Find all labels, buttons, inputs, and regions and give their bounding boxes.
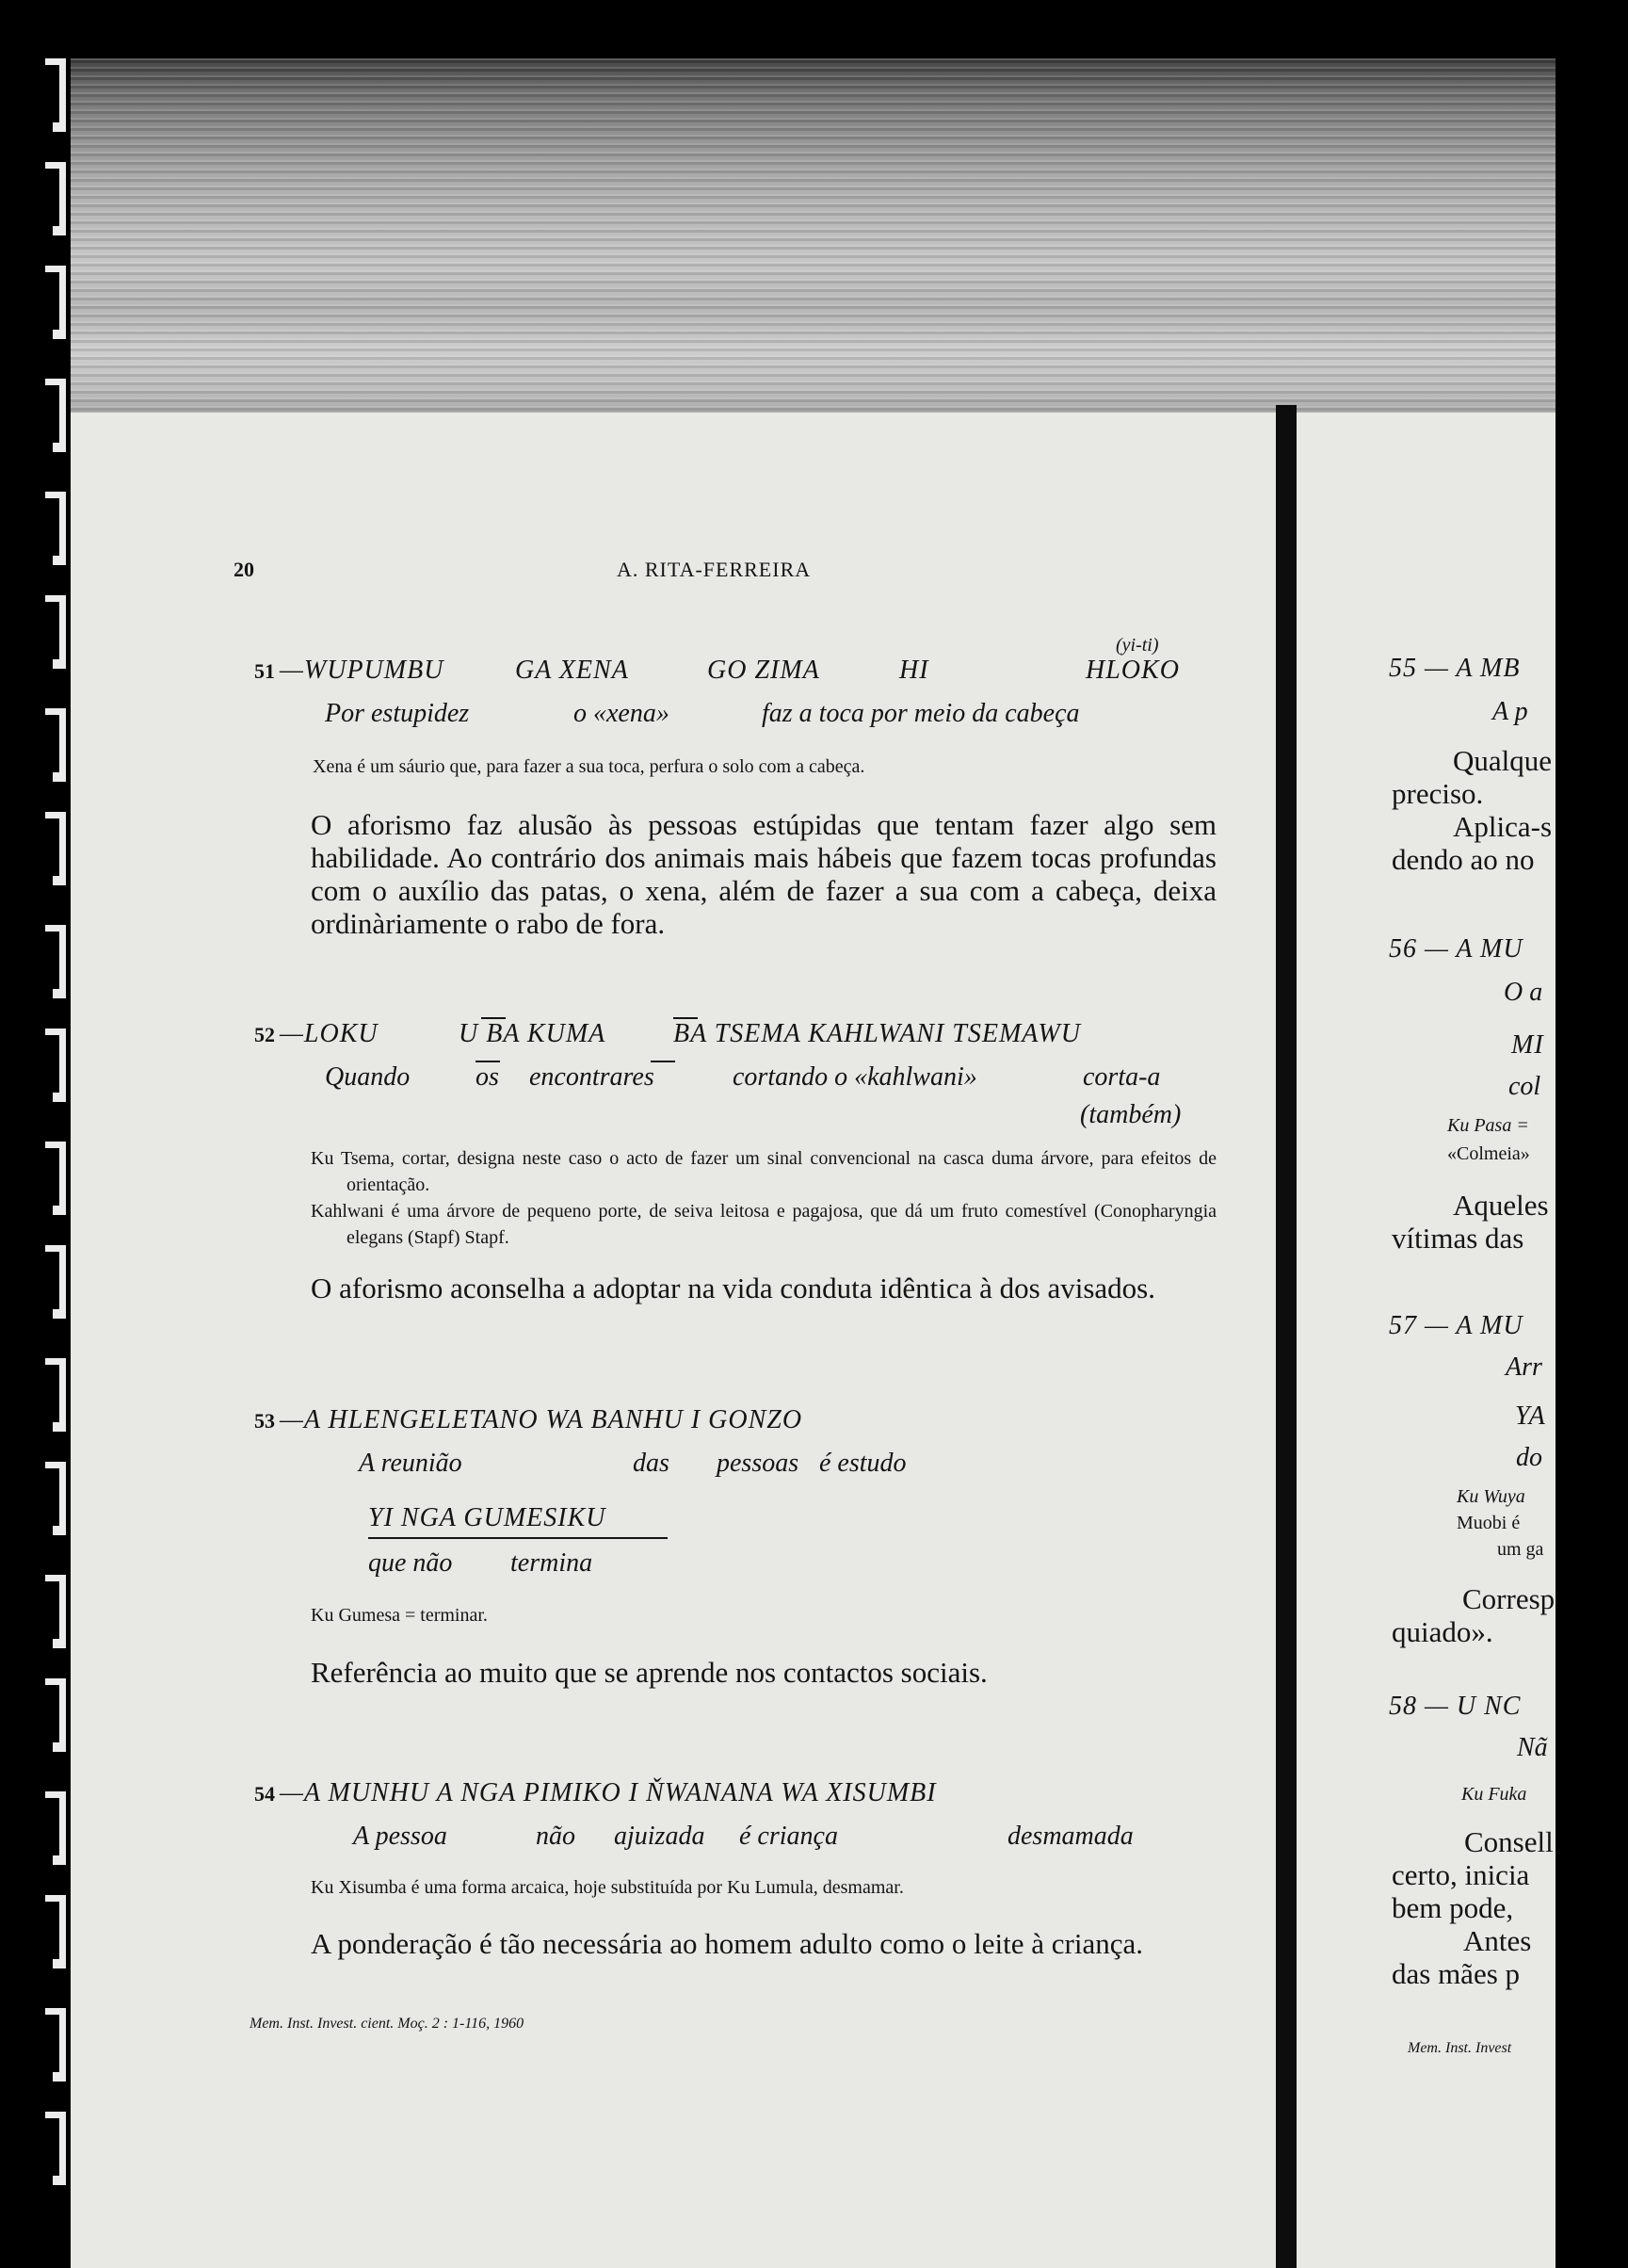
spiral-binding (41, 58, 73, 2268)
translation-word: não (536, 1822, 575, 1851)
running-header-author: A. RITA-FERREIRA (617, 558, 812, 581)
cropped-line: dendo ao no (1392, 843, 1535, 876)
proverb-word: —WUPUMBU (280, 656, 444, 685)
translation-word: pessoas (717, 1449, 799, 1478)
cropped-line: A p (1492, 697, 1528, 726)
overbar-mark (481, 1017, 506, 1019)
proverb-word: GA XENA (515, 656, 629, 685)
binding-ring (41, 58, 70, 132)
translation-word: encontrares (529, 1062, 654, 1092)
overbar-mark (673, 1017, 698, 1019)
cropped-line: Ku Wuya (1457, 1486, 1525, 1507)
binding-ring (41, 1895, 70, 1968)
binding-ring (41, 2112, 70, 2185)
translation-word: é criança (739, 1822, 838, 1851)
binding-ring (41, 1142, 70, 1215)
cropped-line: Qualque (1453, 744, 1553, 777)
cropped-line: col (1508, 1072, 1541, 1101)
binding-ring (41, 162, 70, 235)
cropped-line: Nã (1517, 1733, 1548, 1762)
binding-ring (41, 379, 70, 452)
cropped-line: MI (1511, 1030, 1544, 1060)
cropped-line: O a (1504, 978, 1543, 1007)
translation-word: cortando o «kahlwani» (733, 1062, 977, 1092)
footnote: Ku Xisumba é uma forma arcaica, hoje substituída por Ku Lumula, desmamar. (311, 1877, 904, 1898)
footnote: Xena é um sáurio que, para fazer a sua toca, perfura o solo com a cabeça. (313, 756, 865, 777)
entry-number: 54 (254, 1782, 275, 1806)
cropped-line: Consell (1464, 1825, 1554, 1858)
page-number: 20 (234, 558, 254, 581)
translation-word: faz a toca por meio da cabeça (762, 699, 1080, 728)
translation-word: ajuizada (614, 1822, 705, 1851)
cropped-line: quiado». (1392, 1615, 1493, 1648)
translation-word: que não (368, 1548, 453, 1578)
proverb-word: GO ZIMA (707, 656, 820, 685)
entry-number: 53 (254, 1409, 275, 1433)
cropped-line: certo, inicia (1392, 1858, 1530, 1891)
proverb-word: U BA KUMA (459, 1019, 606, 1048)
cropped-footer: Mem. Inst. Invest (1408, 2040, 1512, 2056)
binding-ring (41, 266, 70, 339)
entry-number: 52 (254, 1023, 275, 1046)
scanned-header-strip (71, 58, 1555, 414)
binding-ring (41, 1575, 70, 1648)
binding-ring (41, 1029, 70, 1102)
binding-ring (41, 1678, 70, 1752)
footnote: Ku Gumesa = terminar. (311, 1605, 488, 1626)
binding-ring (41, 492, 70, 565)
proverb-line: —A MUNHU A NGA PIMIKO I ŇWANANA WA XISUMBI (280, 1778, 937, 1807)
cropped-line: Aplica-s (1453, 810, 1553, 843)
proverb-word: —LOKU (280, 1019, 379, 1048)
commentary-paragraph: O aforismo aconselha a adoptar na vida conduta idêntica à dos avisados. (311, 1272, 1155, 1304)
translation-word: Por estupidez (325, 699, 470, 728)
superscript-plural: (yi-ti) (1116, 635, 1159, 656)
journal-footer: Mem. Inst. Invest. cient. Moç. 2 : 1-116, 1960 (250, 2016, 524, 2032)
binding-ring (41, 812, 70, 885)
translation-word: os (476, 1062, 499, 1092)
cropped-line: Ku Pasa = (1447, 1115, 1529, 1136)
overbar-mark (476, 1061, 500, 1062)
cropped-line: Arr (1506, 1353, 1542, 1382)
binding-ring (41, 1358, 70, 1432)
translation-word: Quando (325, 1062, 411, 1092)
cropped-line: das mães p (1392, 1957, 1521, 1990)
cropped-line: Muobi é (1457, 1513, 1521, 1533)
translation-word: desmamada (1007, 1822, 1134, 1851)
left-page (71, 413, 1278, 2268)
translation-word: o «xena» (573, 699, 669, 728)
cropped-line: Antes (1463, 1924, 1532, 1957)
proverb-word: BA TSEMA KAHLWANI TSEMAWU (673, 1019, 1081, 1048)
right-page-fragment (1297, 413, 1555, 2268)
translation-word: (também) (1080, 1100, 1182, 1129)
translation-word: das (633, 1449, 669, 1478)
cropped-line: preciso. (1392, 777, 1484, 810)
entry-number: 51 (254, 659, 275, 683)
binding-ring (41, 1791, 70, 1865)
translation-word: corta-a (1083, 1062, 1161, 1092)
cropped-line: bem pode, (1392, 1891, 1514, 1924)
cropped-line: Corresp (1462, 1582, 1555, 1615)
binding-ring (41, 595, 70, 669)
cropped-line: Aqueles (1453, 1189, 1549, 1222)
proverb-line: —A HLENGELETANO WA BANHU I GONZO (280, 1405, 803, 1434)
footnote: Ku Tsema, cortar, designa neste caso o acto de fazer um sinal convencional na casca duma árvore, para efeitos de orientação. Kahlwani é uma árvore de pequeno porte, de seiva leitosa e pagajosa, que dá um fruto comestível (Conopharyngia elegans (Stapf) Stapf. (311, 1148, 1217, 1248)
cropped-line: vítimas das (1392, 1222, 1524, 1255)
translation-word: A reunião (359, 1449, 462, 1478)
binding-ring (41, 1245, 70, 1319)
cropped-line: 55 — A MB (1389, 654, 1521, 683)
commentary-paragraph: A ponderação é tão necessária ao homem adulto como o leite à criança. (311, 1927, 1143, 1960)
cropped-line: do (1516, 1443, 1542, 1472)
cropped-line: 57 — A MU (1389, 1311, 1523, 1340)
cropped-line: Ku Fuka (1461, 1784, 1527, 1805)
cropped-line: YA (1515, 1401, 1546, 1431)
cropped-line: «Colmeia» (1447, 1143, 1530, 1164)
translation-word: termina (510, 1548, 593, 1578)
proverb-line: YI NGA GUMESIKU (368, 1503, 606, 1532)
cropped-line: um ga (1497, 1539, 1544, 1560)
binding-ring (41, 708, 70, 782)
overbar-mark (651, 1061, 675, 1062)
proverb-word: HLOKO (1086, 656, 1180, 685)
commentary-paragraph: O aforismo faz alusão às pessoas estúpidas que tentam fazer algo sem habilidade. Ao contrário dos animais mais hábeis que fazem tocas profundas com o auxílio das patas, o xena, além de fazer a sua com a cabeça, deixa ordinàriamente o rabo de fora. (311, 808, 1217, 940)
page-gutter (1276, 405, 1297, 2268)
underline-rule (368, 1537, 668, 1539)
binding-ring (41, 1462, 70, 1535)
binding-ring (41, 2008, 70, 2082)
translation-word: é estudo (819, 1449, 907, 1478)
proverb-word: HI (899, 656, 929, 685)
cropped-line: 56 — A MU (1389, 934, 1523, 964)
commentary-paragraph: Referência ao muito que se aprende nos contactos sociais. (311, 1656, 988, 1689)
binding-ring (41, 925, 70, 998)
translation-word: A pessoa (353, 1822, 447, 1851)
cropped-line: 58 — U NC (1389, 1692, 1522, 1721)
